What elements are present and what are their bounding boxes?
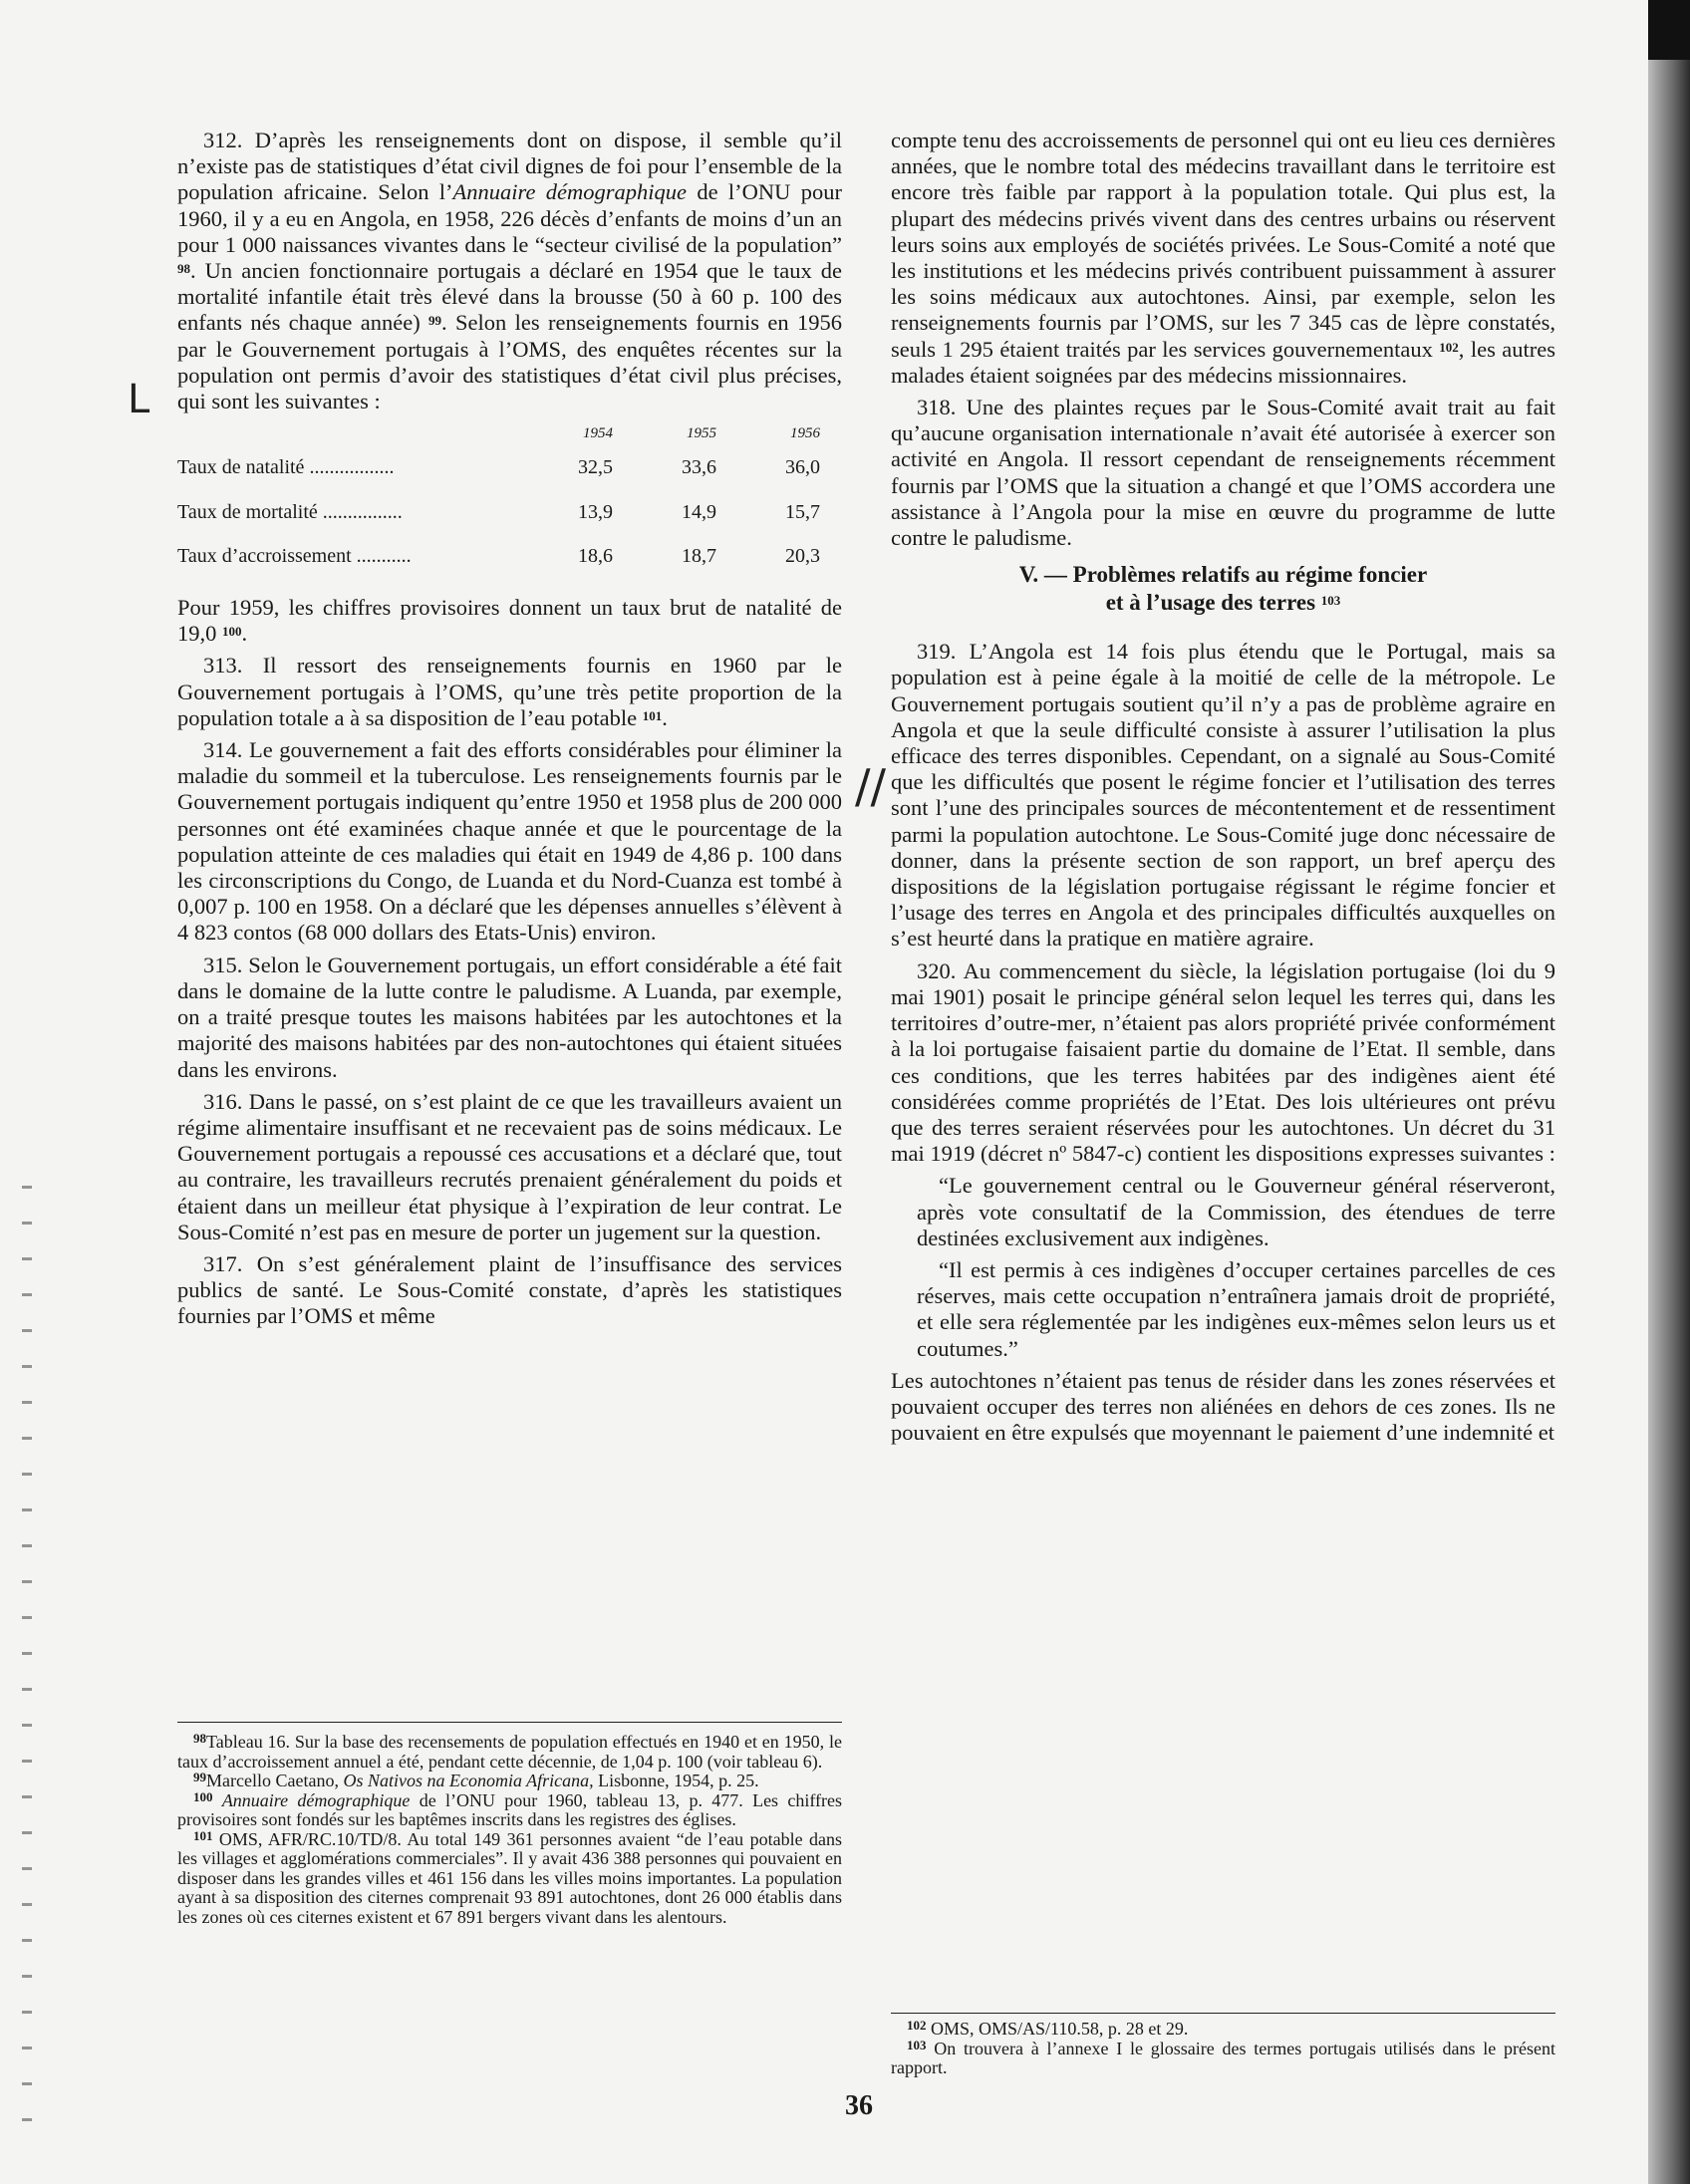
section-heading: V. — Problèmes relatifs au régime foncier et à l’usage des terres $^{103}$: [1018, 562, 1428, 616]
page-number: 36: [845, 2090, 873, 2121]
table-cell: 13,9: [578, 500, 613, 523]
margin-slash-mark: //: [855, 759, 886, 813]
table-header-year: 1956: [790, 425, 820, 442]
table-row: [177, 543, 842, 587]
vital-statistics-table: [177, 420, 842, 587]
footnote-98: $^{98}$Tableau 16. Sur la base des recensements de population effectués en 1940 et en 1950, le taux d’accroissement annuel a été, pendant cette décennie, de 1,04 p. 100 (voir tableau 6).: [177, 1731, 842, 1772]
paragraph-320-continued: Les autochtones n’étaient pas tenus de résider dans les zones réservées et pouvaient occuper des terres non aliénées en dehors de ces zones. Ils ne pouvaient en être expulsés que moyennant le paiement d’une indemnité et: [891, 1367, 1555, 1446]
right-column: [891, 128, 1555, 1452]
table-header-year: 1954: [583, 425, 613, 442]
paragraph-312-conclusion: Pour 1959, les chiffres provisoires donnent un taux brut de natalité de 19,0 $^{100}$.: [177, 595, 842, 647]
footnote-100: $^{100}$ Annuaire démographique de l’ONU pour 1960, tableau 13, p. 477. Les chiffres provisoires sont fondés sur les baptêmes inscrits dans les registres des églises.: [177, 1788, 843, 1829]
footnote-ref-100[interactable]: 100: [222, 624, 242, 640]
footnote-ref-98[interactable]: 98: [177, 261, 190, 277]
paragraph-316: 316. Dans le passé, on s’est plaint de ce que les travailleurs avaient un régime alimentaire insuffisant et ne recevaient pas de soins médicaux. Le Gouvernement portugais a repoussé ces accusations et a déclaré que, tout au contraire, les travailleurs recrutés prenaient généralement du poids et étaient dans un meilleur état physique à l’expiration de leur contrat. Le Sous-Comité n’est pas en mesure de porter un jugement sur la question.: [177, 1088, 842, 1244]
footnote-103: $^{103}$ On trouvera à l’annexe I le glossaire des termes portugais utilisés dans le présent rapport.: [891, 2037, 1555, 2077]
footnote-ref-101[interactable]: 101: [642, 707, 663, 723]
paragraph-315: 315. Selon le Gouvernement portugais, un effort considérable a été fait dans le domaine de la lutte contre le paludisme. A Luanda, par exemple, on a traité presque toutes les maisons habitées par les autochtones et la majorité des maisons habitées par des non-autochtones qui étaient situées dans les environs.: [177, 952, 842, 1082]
quote-paragraph: “Le gouvernement central ou le Gouverneur général réserveront, après vote consultatif de la Commission, des étendues de terre destinées exclusivement aux indigènes.: [917, 1173, 1555, 1250]
footnote-ref-102[interactable]: 102: [1439, 339, 1459, 355]
right-footnotes: [891, 2013, 1555, 2078]
left-column: [177, 128, 842, 1336]
paragraph-320: 320. Au commencement du siècle, la législation portugaise (loi du 9 mai 1901) posait le principe général selon lequel les terres qui, dans les territoires d’outre-mer, n’étaient pas alors propriété privée conformément à la loi portugaise faisaient partie du domaine de l’Etat. Il semble, dans ces conditions, que les terres habitées par des indigènes aient été considérées comme propriétés de l’Etat. Des lois ultérieures ont prévu que des terres seraient réservées pour les autochtones. Un décret du 31 mai 1919 (décret nº 5847-c) contient les dispositions expresses suivantes :: [891, 957, 1555, 1167]
paragraph-314: 314. Le gouvernement a fait des efforts considérables pour éliminer la maladie du sommeil et la tuberculose. Les renseignements fournis par le Gouvernement portugais indiquent qu’entre 1950 et 1958 plus de 200 000 personnes ont été examinées chaque année et que le pourcentage de la population atteinte de ces maladies qui était en 1949 de 4,86 p. 100 dans les circonscriptions du Congo, de Luanda et du Nord-Cuanza est tombé à 0,007 p. 100 en 1958. On a déclaré que les dépenses annuelles s’élèvent à 4 823 contos (68 000 dollars des Etats-Unis) environ.: [177, 737, 842, 946]
footnote-102: $^{102}$ OMS, OMS/AS/110.58, p. 28 et 29.: [907, 2018, 1189, 2039]
paragraph-319: 319. L’Angola est 14 fois plus étendu que le Portugal, mais sa population est à peine égale à la moitié de celle de la métropole. Le Gouvernement portugais soutient qu’il n’y a pas de problème agraire en Angola et que la seule difficulté consiste à assurer l’utilisation la plus efficace des terres disponibles. Cependant, on a signalé au Sous-Comité que les difficultés que posent le régime foncier et l’utilisation des terres sont l’une des principales sources de mécontentement et de ressentiment parmi la population autochtone. Le Sous-Comité juge donc nécessaire de donner, dans la présente section de son rapport, un bref aperçu des dispositions de la législation portugaise régissant le régime foncier et l’usage des terres en Angola et des principales difficultés auxquelles on s’est heurté dans la pratique en matière agraire.: [891, 639, 1555, 952]
table-row: [177, 499, 842, 543]
page-edge-corner: [1648, 0, 1690, 60]
page-edge-shadow: [1648, 0, 1690, 2184]
footnote-ref-103[interactable]: 103: [1320, 593, 1341, 609]
table-cell: 15,7: [785, 500, 820, 523]
footnote-ref-99[interactable]: 99: [428, 313, 442, 329]
table-cell: 32,5: [578, 456, 613, 479]
footnote-101: $^{101}$ OMS, AFR/RC.10/TD/8. Au total 149 361 personnes avaient “de l’eau potable dans les villages et agglomérations commerciales”. Il y avait 436 388 personnes qui pouvaient en disposer dans les grandes villes et 461 156 dans les villes moins importantes. La population ayant à sa disposition des citernes comprenait 93 891 autochtones, dont 26 000 établis dans les zones où ces citernes existent et 67 891 bergers vivant dans les alentours.: [177, 1827, 842, 1927]
quote-paragraph: “Il est permis à ces indigènes d’occuper certaines parcelles de ces réserves, mais cette occupation n’entraînera jamais droit de propriété, et elle sera réglementée par les indigènes eux-mêmes selon leurs us et coutumes.”: [917, 1256, 1555, 1361]
table-cell: 33,6: [682, 456, 716, 479]
decree-quotation: [917, 1173, 1555, 1361]
table-cell: 20,3: [785, 544, 820, 567]
table-row: [177, 454, 842, 498]
margin-bracket-mark: L: [128, 377, 150, 422]
table-cell: 14,9: [682, 500, 716, 523]
left-footnotes: [177, 1722, 842, 1927]
paragraph-317-continued: compte tenu des accroissements de personnel qui ont eu lieu ces dernières années, que le nombre total des médecins travaillant dans le territoire est encore très faible par rapport à la population totale. Qui plus est, la plupart des médecins privés vivent dans des centres urbains ou réservent leurs soins aux employés de sociétés privées. Le Sous-Comité a noté que les institutions et les médecins privés contribuent puissamment à assurer les soins médicaux aux autochtones. Ainsi, par exemple, selon les renseignements fournis par l’OMS, sur les 7 345 cas de lèpre constatés, seuls 1 295 étaient traités par les services gouvernementaux $^{102}$, les autres malades étaient soignées par des médecins missionnaires.: [891, 128, 1556, 388]
paragraph-312: 312. D’après les renseignements dont on dispose, il semble qu’il n’existe pas de statistiques d’état civil dignes de foi pour l’ensemble de la population africaine. Selon l’Annuaire démographique de l’ONU pour 1960, il y a eu en Angola, en 1958, 226 décès d’enfants de moins d’un an pour 1 000 naissances vivantes dans le “secteur civilisé de la population” $^{98}$. Un ancien fonctionnaire portugais a déclaré en 1954 que le taux de mortalité infantile était très élevé dans la brousse (50 à 60 p. 100 des enfants nés chaque année) $^{99}$. Selon les renseignements fournis en 1956 par le Gouvernement portugais à l’OMS, des enquêtes récentes sur la population ont permis d’avoir des statistiques d’état civil plus précises, qui sont les suivantes :: [177, 128, 842, 414]
table-cell: 18,6: [578, 544, 613, 567]
table-header-year: 1955: [687, 425, 716, 442]
footnote-99: $^{99}$Marcello Caetano, Os Nativos na Economia Africana, Lisbonne, 1954, p. 25.: [193, 1770, 759, 1790]
table-cell: 36,0: [785, 456, 820, 479]
paragraph-317: 317. On s’est généralement plaint de l’insuffisance des services publics de santé. Le Sous-Comité constate, d’après les statistiques fournies par l’OMS et même: [177, 1250, 842, 1329]
table-cell: 18,7: [682, 544, 716, 567]
row-label: Taux d’accroissement ...........: [177, 544, 412, 567]
binding-holes: [22, 1186, 32, 2122]
paragraph-318: 318. Une des plaintes reçues par le Sous-Comité avait trait au fait qu’aucune organisation internationale n’avait été autorisée à exercer son activité en Angola. Il ressort cependant de renseignements récemment fournis par l’OMS que la situation a changé et que l’OMS accordera une assistance à l’Angola pour la mise en œuvre du programme de lutte contre le paludisme.: [891, 395, 1555, 551]
table-header-blank: [177, 420, 531, 454]
row-label: Taux de mortalité ................: [177, 500, 403, 523]
paragraph-313: 313. Il ressort des renseignements fournis en 1960 par le Gouvernement portugais à l’OMS, qu’une très petite proportion de la population totale a à sa disposition de l’eau potable $^{101}$.: [177, 653, 842, 730]
row-label: Taux de natalité .................: [177, 456, 395, 479]
